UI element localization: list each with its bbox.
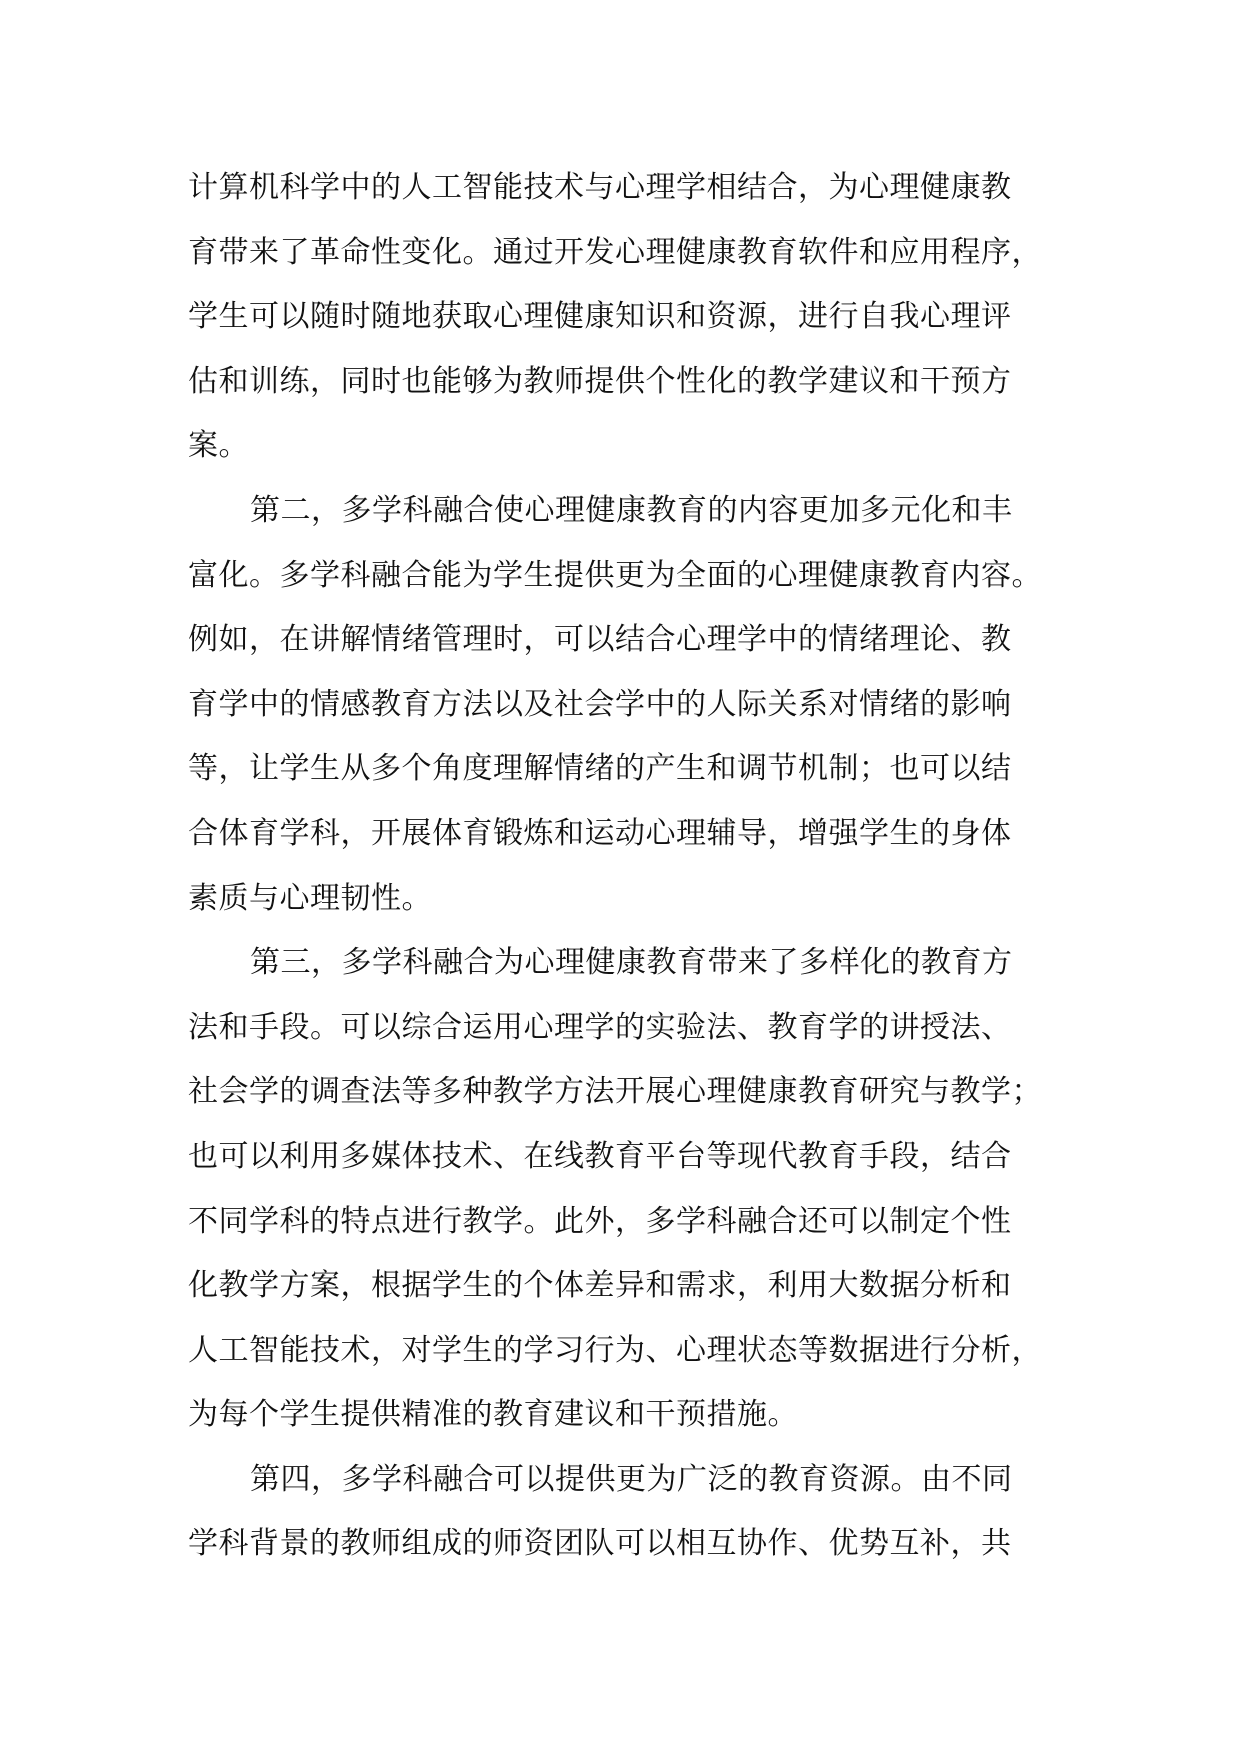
text-line: 人工智能技术，对学生的学习行为、心理状态等数据进行分析， xyxy=(188,1332,1042,1368)
text-line: 学科背景的教师组成的师资团队可以相互协作、优势互补，共 xyxy=(188,1526,1012,1562)
body-text xyxy=(188,156,1088,1577)
text-line: 估和训练，同时也能够为教师提供个性化的教学建议和干预方 xyxy=(188,363,1012,399)
text-line: 富化。多学科融合能为学生提供更为全面的心理健康教育内容。 xyxy=(188,557,1042,593)
text-line: 不同学科的特点进行教学。此外，多学科融合还可以制定个性 xyxy=(188,1203,1012,1239)
text-line: 学生可以随时随地获取心理健康知识和资源，进行自我心理评 xyxy=(188,299,1012,335)
text-line: 为每个学生提供精准的教育建议和干预措施。 xyxy=(188,1397,798,1433)
text-line: 育学中的情感教育方法以及社会学中的人际关系对情绪的影响 xyxy=(188,686,1012,722)
paragraph-start-line: 第三，多学科融合为心理健康教育带来了多样化的教育方 xyxy=(250,945,1013,981)
text-line: 案。 xyxy=(188,428,249,464)
text-line: 合体育学科，开展体育锻炼和运动心理辅导，增强学生的身体 xyxy=(188,815,1012,851)
text-line: 育带来了革命性变化。通过开发心理健康教育软件和应用程序， xyxy=(188,234,1042,270)
text-line: 化教学方案，根据学生的个体差异和需求，利用大数据分析和 xyxy=(188,1268,1012,1304)
text-line: 法和手段。可以综合运用心理学的实验法、教育学的讲授法、 xyxy=(188,1009,1012,1045)
text-line: 素质与心理韧性。 xyxy=(188,880,432,916)
paragraph-start-line: 第四，多学科融合可以提供更为广泛的教育资源。由不同 xyxy=(250,1461,1013,1497)
text-line: 也可以利用多媒体技术、在线教育平台等现代教育手段，结合 xyxy=(188,1138,1012,1174)
text-line: 等，让学生从多个角度理解情绪的产生和调节机制；也可以结 xyxy=(188,751,1012,787)
paragraph-start-line: 第二，多学科融合使心理健康教育的内容更加多元化和丰 xyxy=(250,492,1013,528)
text-line: 社会学的调查法等多种教学方法开展心理健康教育研究与教学； xyxy=(188,1074,1042,1110)
text-line: 例如，在讲解情绪管理时，可以结合心理学中的情绪理论、教 xyxy=(188,622,1012,658)
text-line: 计算机科学中的人工智能技术与心理学相结合，为心理健康教 xyxy=(188,170,1012,205)
